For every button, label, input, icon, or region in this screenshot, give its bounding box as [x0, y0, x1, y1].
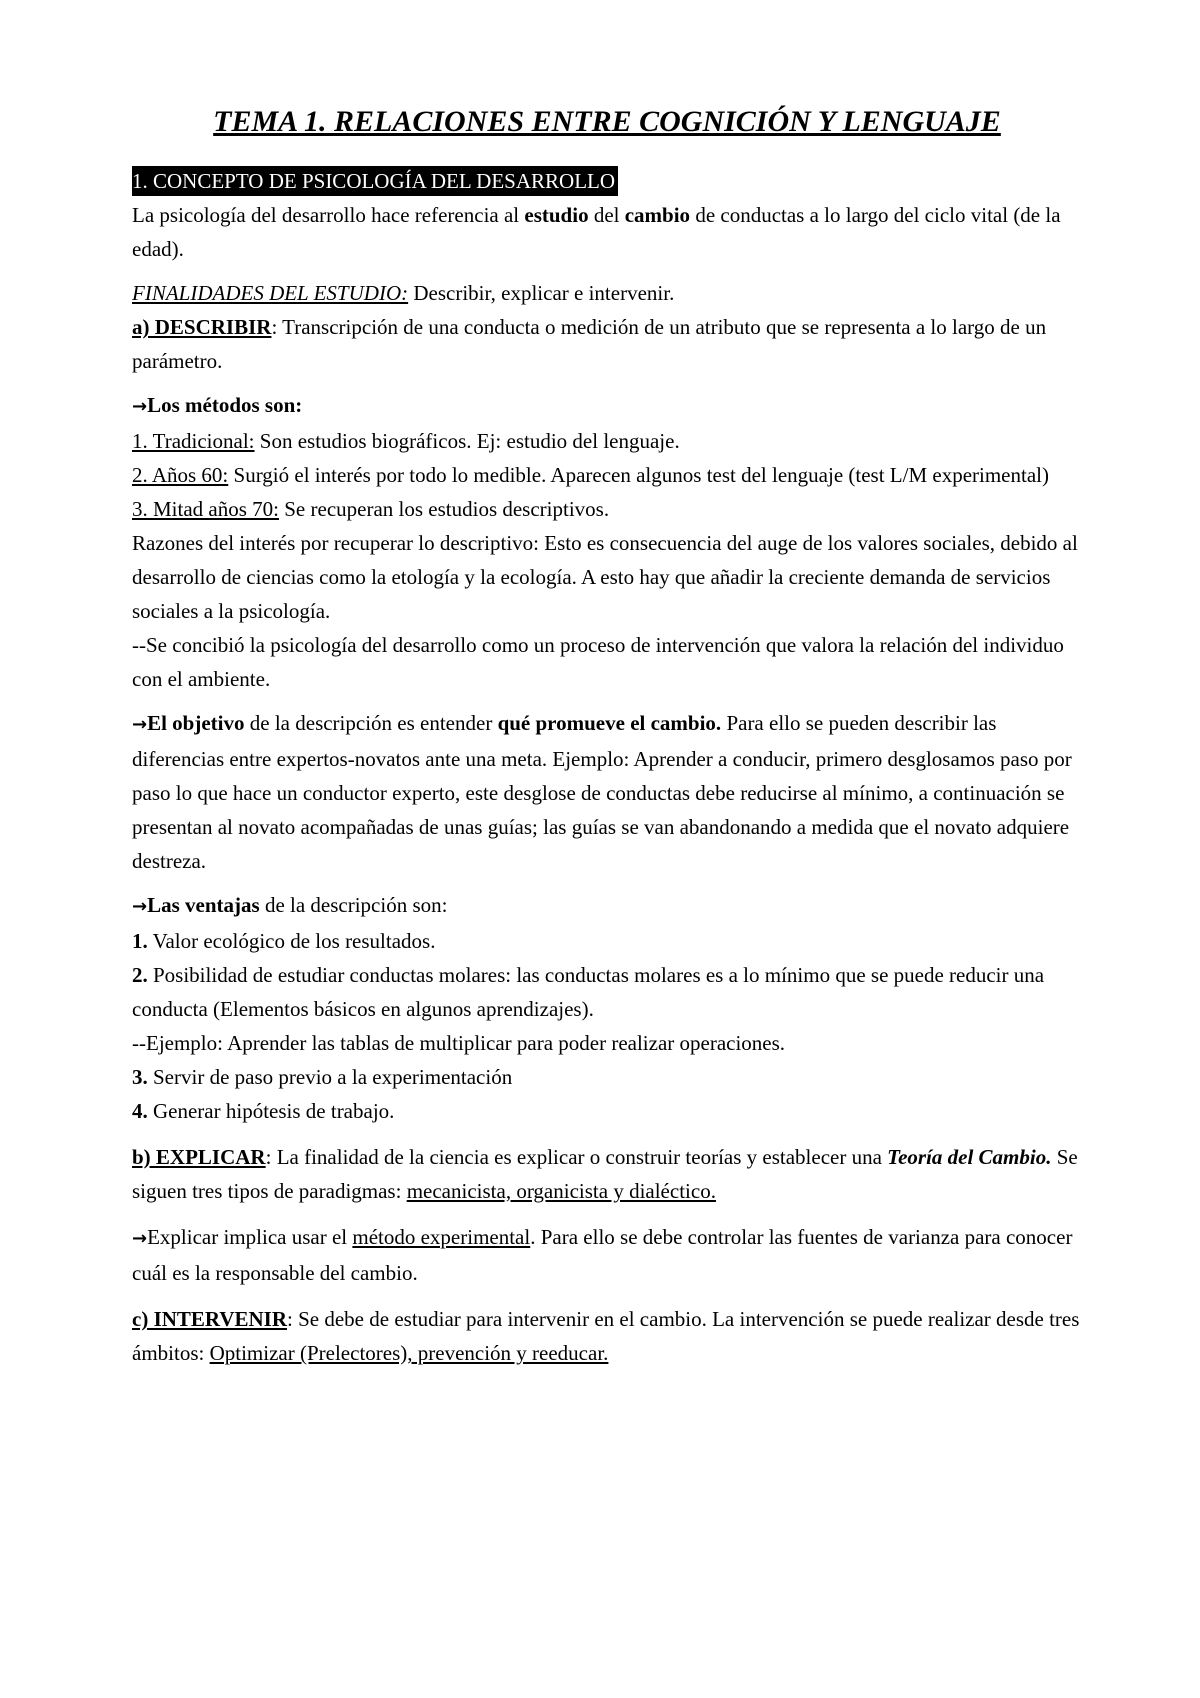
- ventaja-num-2: 2.: [132, 963, 148, 987]
- arrow-right-icon: →: [132, 1228, 148, 1249]
- arrow-right-icon: →: [132, 896, 148, 917]
- metodo-item-1: [132, 424, 1082, 458]
- metodo-text-1: Son estudios biográficos. Ej: estudio del lenguaje.: [254, 429, 680, 453]
- explicar-teoria: Teoría del Cambio.: [887, 1145, 1052, 1169]
- ventaja-text-4: Generar hipótesis de trabajo.: [147, 1099, 395, 1123]
- metodo-label-2: 2. Años 60:: [132, 463, 229, 487]
- explicar2-text-2: . Para ello se debe controlar las fuentes de varianza para conocer cuál es la responsable del cambio.: [132, 1225, 1073, 1285]
- metodos-heading: [132, 388, 1082, 424]
- ventaja-item-3: [132, 1060, 1082, 1094]
- ventaja-text-1: Valor ecológico de los resultados.: [147, 929, 436, 953]
- explicar-label: b) EXPLICAR: [132, 1145, 266, 1169]
- intervenir-label: c) INTERVENIR: [132, 1307, 288, 1331]
- section-heading: [132, 166, 618, 196]
- describir-text: : Transcripción de una conducta o medición de un atributo que se representa a lo largo de un parámetro.: [132, 315, 1047, 373]
- concibio-paragraph: --Se concibió la psicología del desarrollo como un proceso de intervención que valora la relación del individuo con el ambiente.: [132, 633, 1064, 691]
- metodo-label-3: 3. Mitad años 70:: [132, 497, 279, 521]
- ventaja-num-1: 1.: [132, 929, 148, 953]
- intro-bold-cambio: cambio: [624, 203, 691, 227]
- objetivo-text-2: Para ello se pueden describir las diferencias entre expertos-novatos ante una meta. Ejemplo: Aprender a conducir, primero desglosamos paso por paso lo que hace un conductor experto, este desglose de conductas debe reducirse al mínimo, a continuación se presentan al novato acompañadas de unas guías; las guías se van abandonando a medida que el novato adquiere destreza.: [132, 711, 1072, 873]
- objetivo-bold-2: qué promueve el cambio.: [497, 711, 722, 735]
- metodo-text-2: Surgió el interés por todo lo medible. Aparecen algunos test del lenguaje (test L/M experimental): [228, 463, 1049, 487]
- explicar-text-1: : La finalidad de la ciencia es explicar o construir teorías y establecer una: [265, 1145, 888, 1169]
- ventajas-text: de la descripción son:: [259, 893, 448, 917]
- metodo-text-3: Se recuperan los estudios descriptivos.: [279, 497, 610, 521]
- intervenir-paragraph: [132, 1302, 1082, 1370]
- explicar-text-2: Se siguen tres tipos de paradigmas:: [132, 1145, 1078, 1203]
- finalidades-label: FINALIDADES DEL ESTUDIO:: [132, 281, 409, 305]
- finalidades-paragraph: [132, 276, 1082, 310]
- arrow-right-icon: →: [132, 396, 148, 417]
- intro-text-2: del: [588, 203, 625, 227]
- explicar2-text-1: Explicar implica usar el: [147, 1225, 353, 1249]
- metodos-heading-text: Los métodos son:: [147, 393, 303, 417]
- explicar2-metodo: método experimental: [352, 1225, 531, 1249]
- ventaja-item-2: [132, 958, 1082, 1026]
- explicar-paradigmas: mecanicista, organicista y dialéctico.: [406, 1179, 716, 1203]
- finalidades-text: Describir, explicar e intervenir.: [408, 281, 675, 305]
- intro-bold-estudio: estudio: [524, 203, 589, 227]
- ventaja-num-4: 4.: [132, 1099, 148, 1123]
- ventajas-heading: [132, 888, 1082, 924]
- objetivo-text-1: de la descripción es entender: [244, 711, 498, 735]
- ventaja-text-3: Servir de paso previo a la experimentación: [147, 1065, 513, 1089]
- intro-text-1: La psicología del desarrollo hace referencia al: [132, 203, 525, 227]
- intervenir-text: : Se debe de estudiar para intervenir en el cambio. La intervención se puede realizar desde tres ámbitos:: [132, 1307, 1080, 1365]
- ventaja-item-4: [132, 1094, 1082, 1128]
- arrow-right-icon: →: [132, 714, 148, 735]
- page-title: TEMA 1. RELACIONES ENTRE COGNICIÓN Y LENGUAJE: [213, 105, 1001, 138]
- intro-paragraph: [132, 198, 1082, 266]
- explicar2-paragraph: [132, 1220, 1082, 1290]
- metodo-label-1: 1. Tradicional:: [132, 429, 255, 453]
- ventaja-num-3: 3.: [132, 1065, 148, 1089]
- ventaja-item-1: [132, 924, 1082, 958]
- metodo-item-3: [132, 492, 1082, 526]
- intro-text-3: de conductas a lo largo del ciclo vital (de la edad).: [132, 203, 1061, 261]
- metodo-item-2: [132, 458, 1082, 492]
- section-heading-text: 1. CONCEPTO DE PSICOLOGÍA DEL DESARROLLO: [132, 169, 616, 193]
- describir-label: a) DESCRIBIR: [132, 315, 272, 339]
- document-content: [132, 102, 1082, 1370]
- describir-paragraph: [132, 310, 1082, 378]
- ventaja-ejemplo: --Ejemplo: Aprender las tablas de multiplicar para poder realizar operaciones.: [132, 1031, 786, 1055]
- objetivo-paragraph: [132, 706, 1082, 878]
- ventajas-bold: Las ventajas: [147, 893, 260, 917]
- ventaja-text-2: Posibilidad de estudiar conductas molares: las conductas molares es a lo mínimo que se puede reducir una conducta (Elementos básicos en algunos aprendizajes).: [132, 963, 1045, 1021]
- razones-paragraph: Razones del interés por recuperar lo descriptivo: Esto es consecuencia del auge de los valores sociales, debido al desarrollo de ciencias como la etología y la ecología. A esto hay que añadir la creciente demanda de servicios sociales a la psicología.: [132, 531, 1078, 623]
- explicar-paragraph: [132, 1140, 1082, 1208]
- objetivo-bold-1: El objetivo: [147, 711, 245, 735]
- intervenir-ambitos: Optimizar (Prelectores), prevención y reeducar.: [209, 1341, 609, 1365]
